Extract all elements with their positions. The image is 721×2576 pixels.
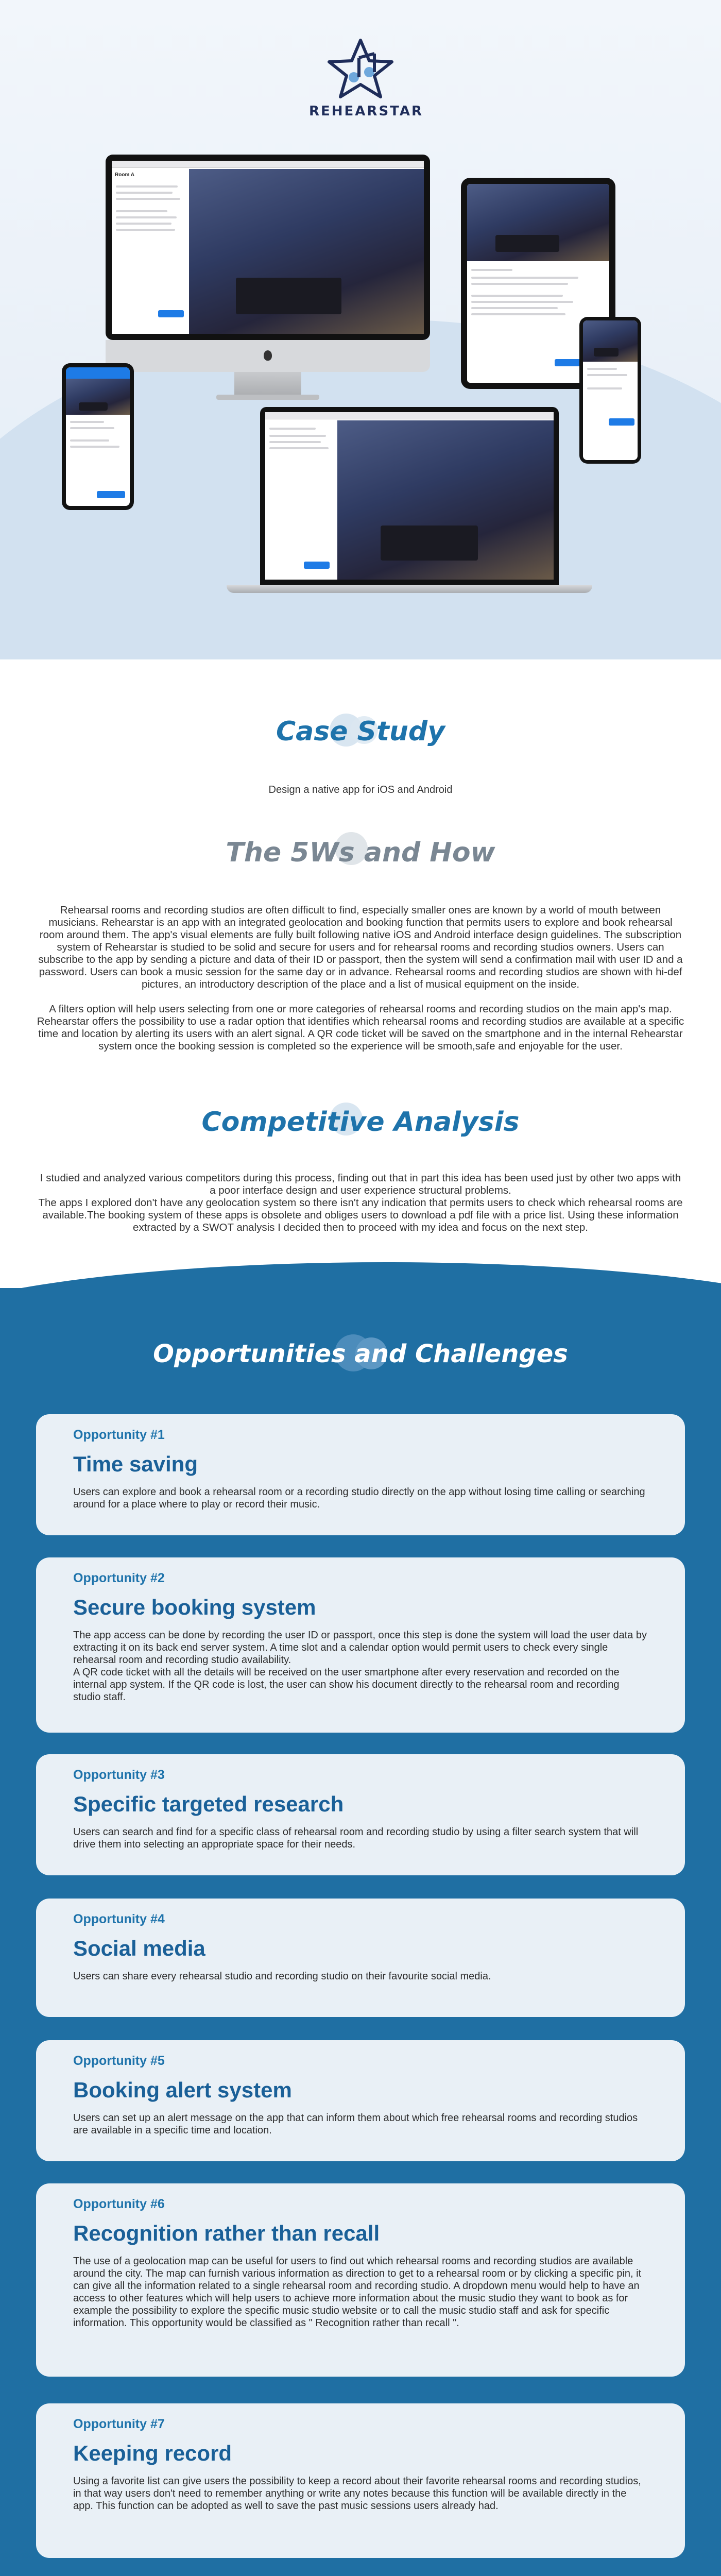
- opportunity-title: Booking alert system: [73, 2078, 292, 2102]
- opportunity-title: Recognition rather than recall: [73, 2221, 380, 2245]
- opportunity-text: Users can share every rehearsal studio and recording studio on their favourite social media.: [73, 1971, 491, 1982]
- opportunity-card: [36, 2183, 685, 2377]
- opportunity-number: Opportunity #3: [73, 1768, 165, 1782]
- competitive-analysis-text-2: The apps I explored don't have any geolocation system so there isn't any indication that permits users to check which rehearsal rooms are available.The booking system of these apps is obsolete and obliges users to download a pdf file with a price list. Using these information extracted by a SWOT analysis I decided then to proceed with my idea and focus on the next step.: [38, 1197, 683, 1233]
- star-logo-icon: [322, 36, 399, 100]
- opportunity-title: Secure booking system: [73, 1595, 316, 1619]
- phone-mockup-right: [579, 317, 641, 464]
- opportunity-number: Opportunity #2: [73, 1571, 165, 1585]
- opportunity-card: [36, 1754, 685, 1875]
- room-detail-panel: [115, 172, 187, 178]
- brand-name: REHEARSTAR: [309, 104, 424, 119]
- opportunity-title: Time saving: [73, 1452, 198, 1476]
- opportunity-title: Social media: [73, 1936, 205, 1960]
- opportunity-text: Users can explore and book a rehearsal room or a recording studio directly on the app without losing time calling or searching around for a place where to play or record their music.: [73, 1486, 645, 1510]
- imac-mockup: [106, 155, 430, 340]
- hero-section: [0, 0, 721, 659]
- opportunity-card: [36, 1899, 685, 2017]
- room-title: Room A: [115, 172, 134, 178]
- five-ws-text: Rehearsal rooms and recording studios are often difficult to find, especially smaller ones are known by a world of mouth between musicians. Rehearstar is an app with an integrated geolocation and booking function that permits users to explore and book rehearsal room around them. The app's visual elements are fully built following native iOS and Android interface design guidelines. The subscription system of Rehearstar is studied to be solid and secure for users and for rehearsal rooms and recording studios owners. Users can subscribe to the app by sending a picture and data of their ID or passport, then the system will send a confirmation mail with user ID and a password. Users can book a music session for the same day or in advance. Rehearsal rooms and recording studios are shown with hi-def pictures, an introductory description of the place and a list of musical equipment on the inside.: [38, 904, 683, 990]
- opportunities-title: Opportunities and Challenges: [153, 1340, 568, 1368]
- laptop-mockup: [260, 407, 559, 585]
- phone-mockup-left: [62, 363, 134, 510]
- opportunity-card: [36, 1414, 685, 1535]
- studio-photo: [467, 184, 609, 261]
- opportunity-text: The app access can be done by recording the user ID or passport, once this step is done the system will load the user data by extracting it on its back end server system. A time slot and a calendar option would permit users to check every single rehearsal room and recording studio availability.: [73, 1630, 647, 1666]
- opportunity-title: Specific targeted research: [73, 1792, 344, 1816]
- case-study-title: Case Study: [276, 716, 445, 747]
- opportunity-card: [36, 2040, 685, 2161]
- opportunity-text: The use of a geolocation map can be useful for users to find out which rehearsal rooms and recording studios are available around the city. The map can furnish various information as direction to get to a rehearsal room or by clicking a specific pin, it can give all the information related to a single rehearsal room and recording studio. A dropdown menu would help to have an access to other features which will help users to achieve more information about the music studio they want to book as for example the possibility to explore the specific music studio website or to call the music studio staff and ask for specific information. This opportunity would be classified as " Recognition rather than recall ".: [73, 2256, 642, 2329]
- book-button[interactable]: [609, 418, 634, 426]
- five-ws-text-2: A filters option will help users selecting from one or more categories of rehearsal rooms and recording studios on the main app's map. Rehearstar offers the possibility to use a radar option that identifies which rehearsal rooms and recording studios are available at a specific time and location by alerting its users with an alert signal. A QR code ticket will be saved on the smartphone and in the internal Rehearstar system once the booking session is completed so the experience will be smooth,safe and enjoyable for the user.: [37, 1003, 684, 1052]
- studio-photo: [66, 379, 130, 415]
- studio-photo: [189, 169, 424, 334]
- book-button[interactable]: [158, 310, 184, 317]
- competitive-analysis-title: Competitive Analysis: [201, 1107, 520, 1138]
- brand-logo: [309, 36, 424, 119]
- opportunity-number: Opportunity #4: [73, 1912, 165, 1926]
- opportunity-text: Using a favorite list can give users the possibility to keep a record about their favorite rehearsal rooms and recording studios, in that way users don't need to remember anything or write any notes because this function will be available directly in the app. This function can be adopted as well to save the past music sessions users already had.: [73, 2476, 641, 2512]
- opportunity-number: Opportunity #1: [73, 1428, 165, 1442]
- opportunity-card: [36, 2403, 685, 2558]
- case-study-subtitle: Design a native app for iOS and Android: [268, 784, 453, 795]
- competitive-analysis-text: I studied and analyzed various competitors during this process, finding out that in part this idea has been used just by other two apps with a poor interface design and user experience structural problems.: [40, 1172, 681, 1196]
- opportunity-title: Keeping record: [73, 2441, 232, 2465]
- opportunity-text: Users can set up an alert message on the app that can inform them about which free rehearsal rooms and recording studios are available in a specific time and location.: [73, 2112, 638, 2136]
- opportunity-number: Opportunity #6: [73, 2197, 165, 2211]
- five-ws-title: The 5Ws and How: [226, 837, 495, 868]
- book-button[interactable]: [97, 491, 125, 498]
- opportunity-number: Opportunity #5: [73, 2054, 165, 2068]
- studio-photo: [337, 420, 554, 580]
- book-button[interactable]: [304, 562, 330, 569]
- opportunity-text-2: A QR code ticket with all the details will be received on the user smartphone after every reservation and recorded on the internal app system. If the QR code is lost, the user can show his document directly to the rehearsal room and recording studio staff.: [73, 1667, 620, 1703]
- studio-photo: [583, 320, 638, 362]
- apple-logo-icon: [264, 350, 272, 361]
- opportunity-number: Opportunity #7: [73, 2417, 165, 2431]
- opportunity-text: Users can search and find for a specific class of rehearsal room and recording studio by using a filter search system that will drive them into selecting an appropriate space for their needs.: [73, 1826, 639, 1850]
- opportunity-card: [36, 1557, 685, 1733]
